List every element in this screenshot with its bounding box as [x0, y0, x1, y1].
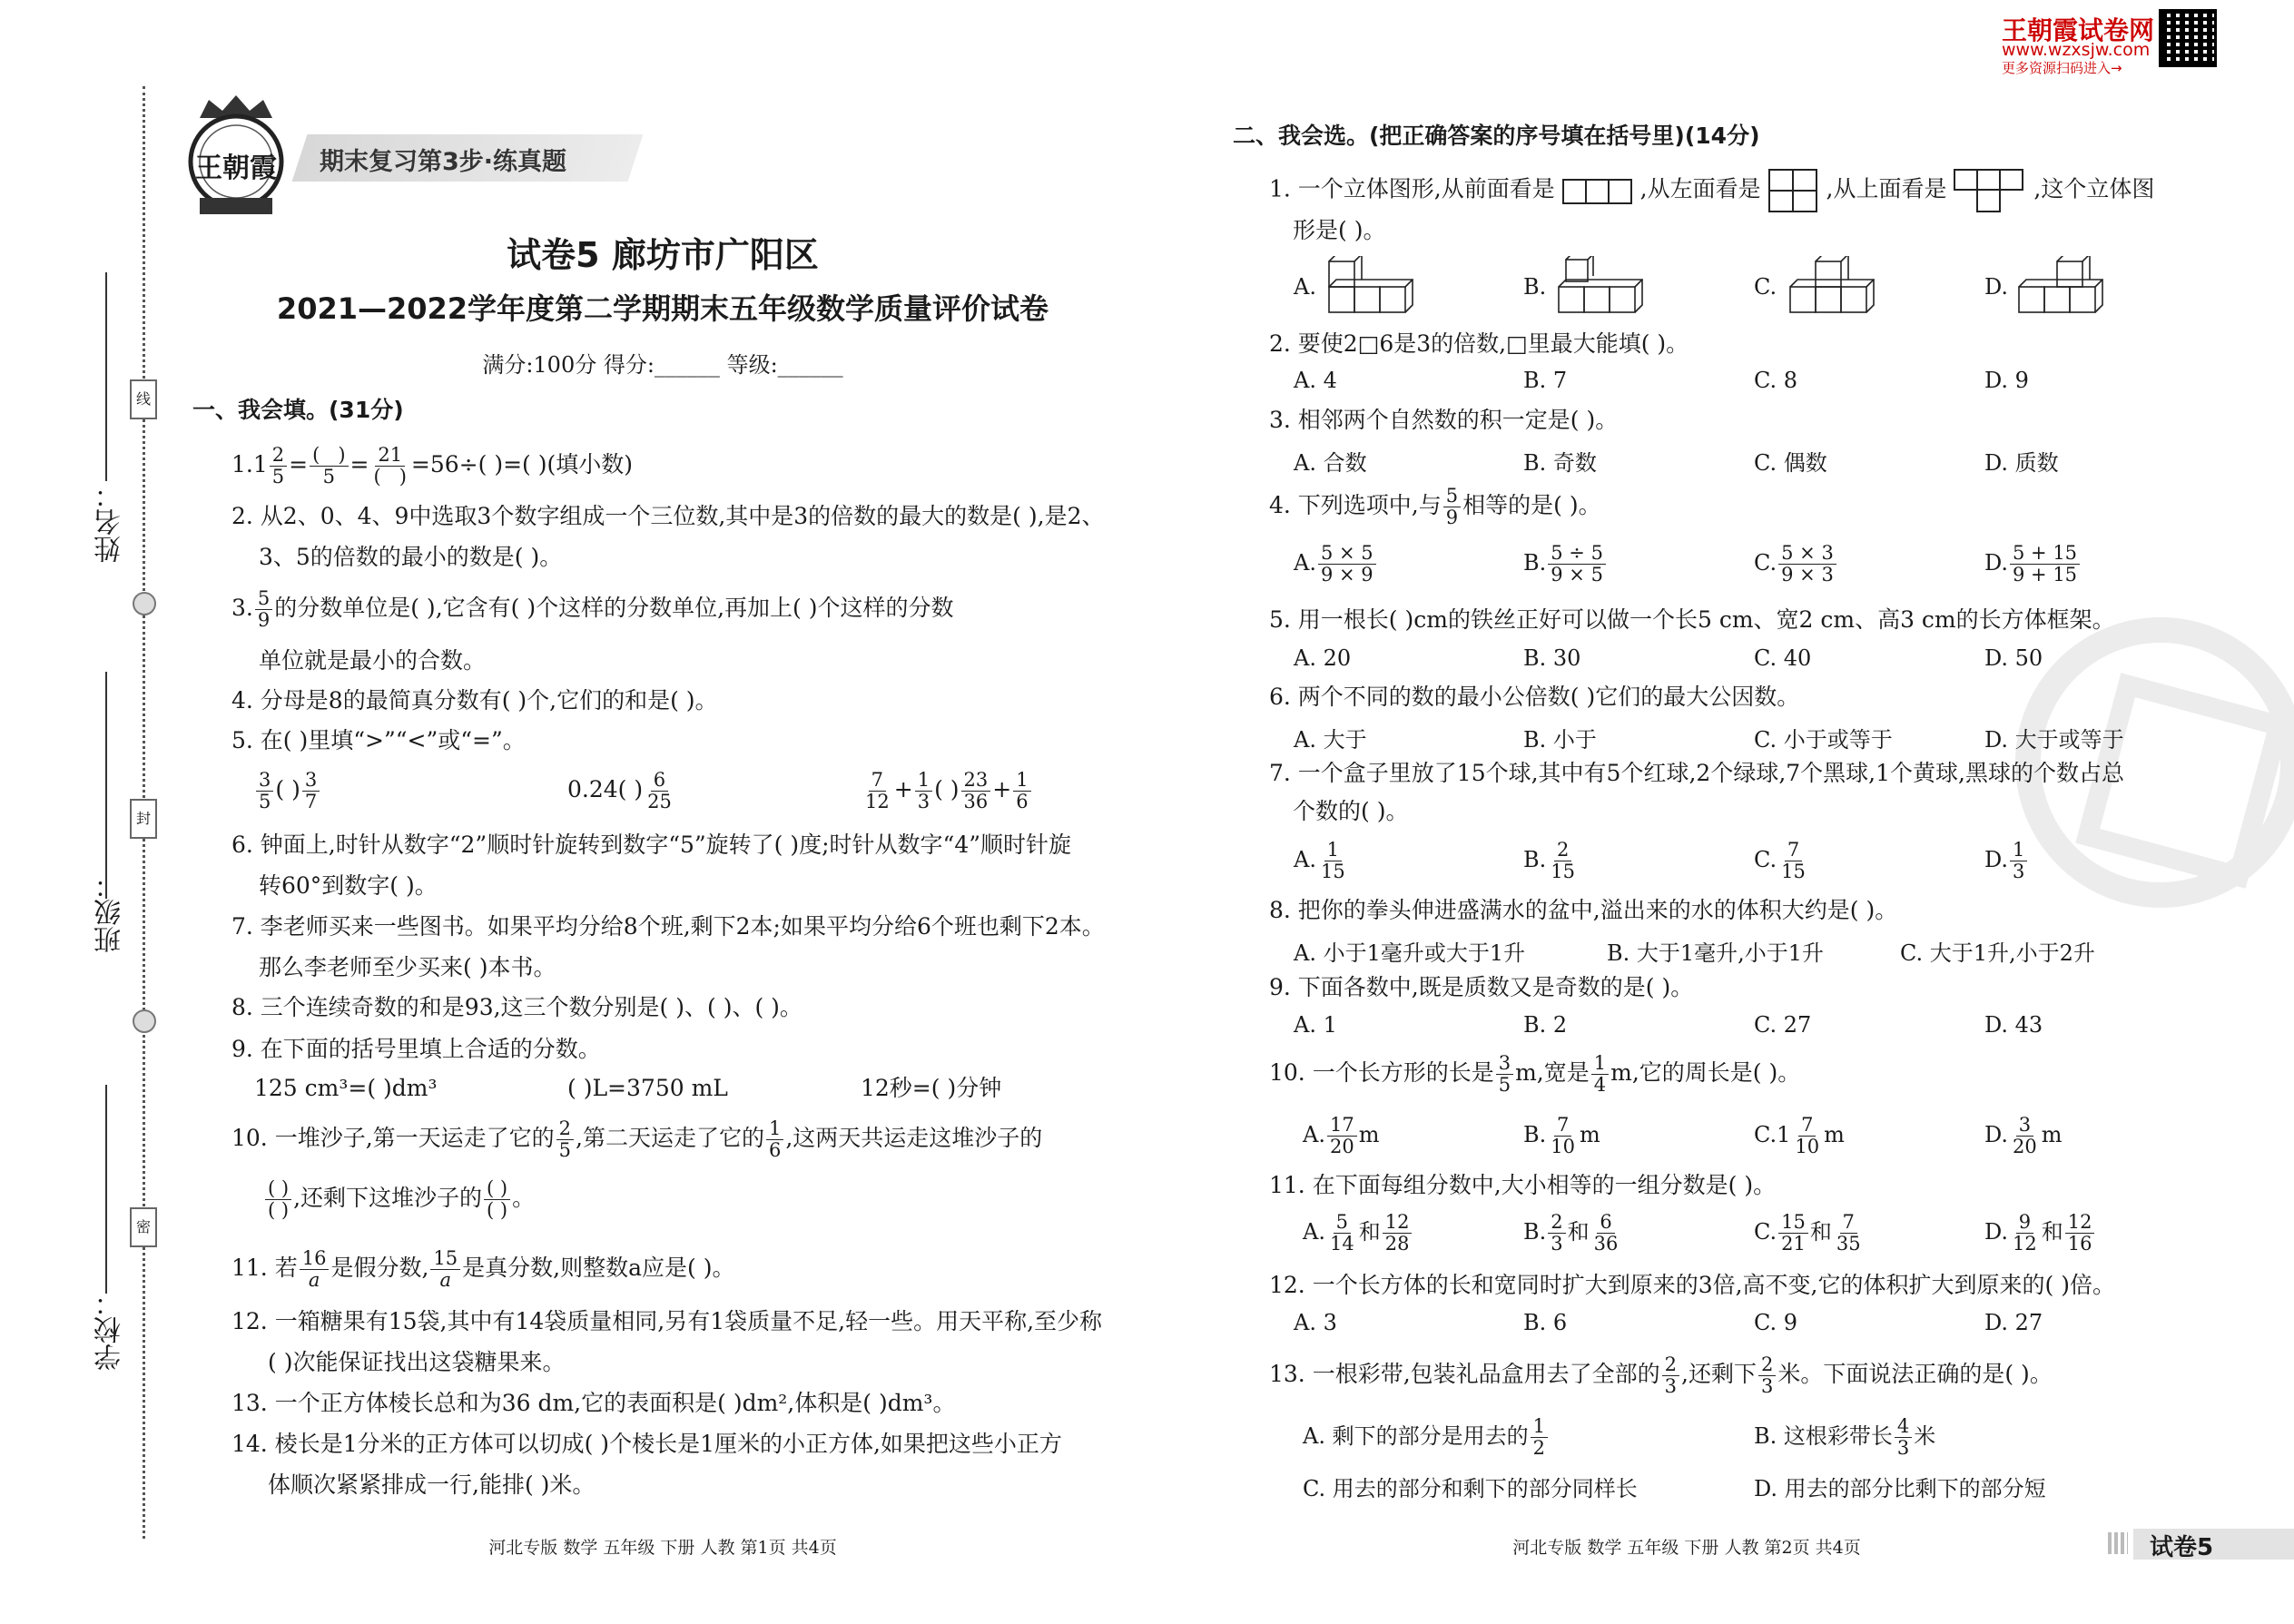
s2-q12: 12. 一个长方体的长和宽同时扩大到原来的3倍,高不变,它的体积扩大到原来的( )倍。 — [1269, 1272, 2115, 1298]
s2-q7-line2: 个数的( )。 — [1293, 798, 1409, 824]
s2-q5-opt-d: D. 50 — [1984, 645, 2043, 671]
s2-q12-opt-d: D. 27 — [1984, 1310, 2043, 1335]
exam-subtitle: 2021—2022学年度第二学期期末五年级数学质量评价试卷 — [276, 291, 1049, 326]
footer-tag: 试卷5 — [2150, 1534, 2214, 1561]
s2-q9-opt-c: C. 27 — [1754, 1012, 1812, 1038]
top-view-icon — [1954, 168, 2026, 213]
s1-q9-item1: 125 cm³=( )dm³ — [254, 1075, 438, 1101]
s2-q6-opt-c: C. 小于或等于 — [1754, 727, 1893, 753]
brand-logo — [182, 91, 290, 218]
s2-q4-opt-a: A. $\frac{5 \times 5}{9 \times 9}$ — [1294, 543, 1378, 586]
s2-q12-opt-a: A. 3 — [1294, 1310, 1337, 1335]
s2-q11-opt-c: C. $\frac{15}{21}$ 和 $\frac{7}{35}$ — [1754, 1211, 1861, 1255]
s2-q2-opt-b: B. 7 — [1523, 368, 1568, 393]
s2-q7-opt-a: A. $\frac{1}{15}$ — [1294, 839, 1345, 883]
s2-q5-opt-c: C. 40 — [1754, 645, 1812, 671]
s1-q11: 11. 若 $\frac{16}{a}$ 是假分数, $\frac{15}{a}$ 是真分数,则整数a应是( )。 — [231, 1247, 735, 1292]
s1-q5: 5. 在( )里填“>”“<”或“=”。 — [231, 727, 526, 753]
site-hint: 更多资源扫码进入→ — [2002, 60, 2122, 76]
s2-q2-opt-d: D. 9 — [1984, 368, 2029, 393]
class-underline — [105, 672, 107, 899]
s2-q3-opt-d: D. 质数 — [1984, 450, 2059, 476]
s2-q9: 9. 下面各数中,既是质数又是奇数的是( )。 — [1269, 974, 1694, 1000]
s2-q2-opt-a: A. 4 — [1294, 368, 1337, 393]
s2-q4-opt-d: D. $\frac{5 + 15}{9 + 15}$ — [1984, 543, 2082, 586]
s1-q3-line2: 单位就是最小的合数。 — [259, 647, 487, 674]
name-label: 姓名： — [94, 481, 126, 563]
s1-q9-item2: ( )L=3750 mL — [567, 1075, 728, 1101]
s2-q7-opt-c: C. $\frac{7}{15}$ — [1754, 839, 1806, 883]
logo-text: 王朝霞 — [195, 153, 277, 184]
s1-q5-item2: 0.24( ) $\frac{6}{25}$ — [567, 769, 672, 813]
s1-q8: 8. 三个连续奇数的和是93,这三个数分别是( )、( )、( )。 — [231, 994, 802, 1020]
s1-q6-line1: 6. 钟面上,时针从数字“2”顺时针旋转到数字“5”旋转了( )度;时针从数字“4”顺时针旋 — [231, 832, 1072, 858]
s2-q4-opt-c: C. $\frac{5 \times 3}{9 \times 3}$ — [1754, 543, 1838, 586]
s2-q8-opt-c: C. 大于1升,小于2升 — [1900, 940, 2095, 966]
section2-title: 二、我会选。(把正确答案的序号填在括号里)(14分) — [1233, 123, 1760, 149]
s2-q7-opt-d: D. $\frac{1}{3}$ — [1984, 840, 2029, 882]
s1-q6-line2: 转60°到数字( )。 — [259, 872, 438, 899]
footer-pattern-icon — [2108, 1532, 2128, 1554]
s1-q13: 13. 一个正方体棱长总和为36 dm,它的表面积是( )dm²,体积是( )dm³。 — [231, 1390, 956, 1416]
binding-mark-xian: 线 — [130, 379, 157, 419]
s1-q3: 3. $\frac{5}{9}$ 的分数单位是( ),它含有( )个这样的分数单位,再加上( )个这样的分数 — [231, 587, 954, 632]
binding-mark-mi: 密 — [130, 1207, 157, 1247]
s1-q7-line2: 那么李老师至少买来( )本书。 — [259, 954, 556, 980]
s1-q4: 4. 分母是8的最简真分数有( )个,它们的和是( )。 — [231, 687, 718, 714]
school-underline — [105, 1085, 107, 1294]
exam-title: 试卷5 廊坊市广阳区 — [507, 235, 819, 275]
s2-q8: 8. 把你的拳头伸进盛满水的盆中,溢出来的水的体积大约是( )。 — [1269, 897, 1898, 923]
s2-q13-opt-b: B. 这根彩带长 $\frac{4}{3}$ 米 — [1754, 1415, 1936, 1460]
s2-q8-opt-a: A. 小于1毫升或大于1升 — [1294, 940, 1526, 966]
site-title: 王朝霞试卷网 — [2002, 15, 2155, 45]
s2-q11-opt-a: A. $\frac{5}{14}$ 和 $\frac{12}{28}$ — [1303, 1212, 1413, 1255]
footer-left: 河北专版 数学 五年级 下册 人教 第1页 共4页 — [488, 1538, 837, 1558]
s2-q12-opt-c: C. 9 — [1754, 1310, 1798, 1335]
s1-q7-line1: 7. 李老师买来一些图书。如果平均分给8个班,剩下2本;如果平均分给6个班也剩下2本。 — [231, 913, 1105, 940]
s2-q6: 6. 两个不同的数的最小公倍数( )它们的最大公因数。 — [1269, 684, 1800, 710]
solid-figure-d-icon — [2017, 256, 2103, 314]
s1-q14-line1: 14. 棱长是1分米的正方体可以切成( )个棱长是1厘米的小正方体,如果把这些小正方 — [231, 1431, 1062, 1457]
s1-q5-item1: $\frac{3}{5}$ ( ) $\frac{3}{7}$ — [254, 770, 321, 812]
s2-q13-opt-a: A. 剩下的部分是用去的 $\frac{1}{2}$ — [1303, 1416, 1550, 1459]
s1-q14-line2: 体顺次紧紧排成一行,能排( )米。 — [268, 1471, 596, 1498]
s2-q9-opt-b: B. 2 — [1523, 1012, 1568, 1038]
s2-q4: 4. 下列选项中,与 $\frac{5}{9}$ 相等的是( )。 — [1269, 485, 1601, 529]
s2-q7-line1: 7. 一个盒子里放了15个球,其中有5个红球,2个绿球,7个黑球,1个黄球,黑球的个数占总 — [1269, 760, 2124, 786]
school-label: 学校： — [94, 1289, 126, 1371]
class-label: 班级： — [94, 871, 126, 953]
binding-mark-feng: 封 — [130, 799, 157, 839]
s2-q1-line2: 形是( )。 — [1293, 217, 1386, 243]
s2-q6-opt-d: D. 大于或等于 — [1984, 727, 2124, 753]
solid-figure-c-icon — [1788, 256, 1875, 314]
step-banner: 期末复习第3步·练真题 — [320, 148, 567, 176]
s2-q10: 10. 一个长方形的长是 $\frac{3}{5}$ m,宽是 $\frac{1}{4}$ m,它的周长是( )。 — [1269, 1052, 1801, 1097]
solid-figure-a-icon — [1327, 256, 1413, 314]
s2-q3-opt-b: B. 奇数 — [1523, 450, 1597, 476]
s1-q10-line2: $\frac{( )}{( )}$ ,还剩下这堆沙子的 $\frac{( )}{( )}$ 。 — [263, 1178, 535, 1221]
binding-seal-icon — [133, 592, 156, 615]
s2-q13-opt-d: D. 用去的部分比剩下的部分短 — [1754, 1476, 2046, 1501]
s2-q10-opt-b: B. $\frac{7}{10}$ m — [1523, 1114, 1600, 1158]
s2-q1-line1: 1. 一个立体图形,从前面看是 ,从左面看是 ,从上面看是 ,这个立体图 — [1269, 168, 2154, 213]
s2-q3: 3. 相邻两个自然数的积一定是( )。 — [1269, 407, 1619, 433]
s2-q6-opt-b: B. 小于 — [1523, 727, 1597, 753]
s2-q1-opt-b: B. — [1523, 274, 1547, 300]
s2-q11-opt-b: B. $\frac{2}{3}$ 和 $\frac{6}{36}$ — [1523, 1211, 1619, 1255]
s1-q12-line1: 12. 一箱糖果有15袋,其中有14袋质量相同,另有1袋质量不足,轻一些。用天平称,至少称 — [231, 1308, 1103, 1334]
s2-q9-opt-a: A. 1 — [1294, 1012, 1337, 1038]
s2-q11-opt-d: D. $\frac{9}{12}$ 和 $\frac{12}{16}$ — [1984, 1212, 2096, 1255]
s1-q2-line1: 2. 从2、0、4、9中选取3个数字组成一个三位数,其中是3的倍数的最大的数是( ),是2、 — [231, 503, 1105, 529]
s2-q10-opt-a: A. $\frac{17}{20}$ m — [1303, 1114, 1380, 1158]
s2-q3-opt-c: C. 偶数 — [1754, 450, 1827, 476]
s1-q9: 9. 在下面的括号里填上合适的分数。 — [231, 1036, 601, 1062]
s1-q10-line1: 10. 一堆沙子,第一天运走了它的 $\frac{2}{5}$ ,第二天运走了它的 $\frac{1}{6}$ ,这两天共运走这堆沙子的 — [231, 1117, 1043, 1162]
s1-q5-item3: $\frac{7}{12}$ + $\frac{1}{3}$ ( ) $\frac{23}{36}$ + $\frac{1}{6}$ — [861, 770, 1033, 812]
s2-q3-opt-a: A. 合数 — [1294, 450, 1367, 476]
s2-q9-opt-d: D. 43 — [1984, 1012, 2043, 1038]
s2-q4-opt-b: B. $\frac{5 \div 5}{9 \times 5}$ — [1523, 543, 1608, 586]
s2-q13: 13. 一根彩带,包装礼品盒用去了全部的 $\frac{2}{3}$ ,还剩下 $\frac{2}{3}$ 米。下面说法正确的是( )。 — [1269, 1353, 2053, 1398]
s1-q9-item3: 12秒=( )分钟 — [861, 1075, 1002, 1101]
s2-q5: 5. 用一根长( )cm的铁丝正好可以做一个长5 cm、宽2 cm、高3 cm的长方体框架。 — [1269, 606, 2115, 633]
s2-q1-opt-a: A. — [1294, 274, 1316, 300]
s2-q7-opt-b: B. $\frac{2}{15}$ — [1523, 839, 1575, 883]
s2-q5-opt-a: A. 20 — [1294, 645, 1352, 671]
s2-q10-opt-d: D. $\frac{3}{20}$ m — [1984, 1114, 2063, 1158]
solid-figure-b-icon — [1557, 256, 1643, 314]
footer-right: 河北专版 数学 五年级 下册 人教 第2页 共4页 — [1512, 1538, 1861, 1558]
s2-q10-opt-c: C.1 $\frac{7}{10}$ m — [1754, 1114, 1845, 1158]
s2-q5-opt-b: B. 30 — [1523, 645, 1581, 671]
s1-q1: 1.1 $\frac{2}{5}$ = $\frac{( )}{5}$ = $\frac{21}{( )}$ =56÷( )=( )(填小数) — [231, 444, 633, 488]
left-view-icon — [1768, 168, 1819, 213]
s2-q8-opt-b: B. 大于1毫升,小于1升 — [1607, 940, 1825, 966]
s1-q2-line2: 3、5的倍数的最小的数是( )。 — [259, 544, 563, 570]
s2-q13-opt-c: C. 用去的部分和剩下的部分同样长 — [1303, 1476, 1638, 1501]
qr-code-icon[interactable] — [2159, 9, 2217, 67]
front-view-icon — [1562, 176, 1633, 205]
binding-seal-icon — [133, 1009, 156, 1033]
s2-q6-opt-a: A. 大于 — [1294, 727, 1367, 753]
s2-q12-opt-b: B. 6 — [1523, 1310, 1568, 1335]
section1-title: 一、我会填。(31分) — [192, 397, 404, 423]
s1-q12-line2: ( )次能保证找出这袋糖果来。 — [268, 1349, 566, 1375]
site-url: www.wzxsjw.com — [2002, 40, 2151, 60]
s2-q1-opt-c: C. — [1754, 274, 1777, 300]
s2-q1-opt-d: D. — [1984, 274, 2009, 300]
s2-q2: 2. 要使2□6是3的倍数,□里最大能填( )。 — [1269, 330, 1689, 357]
s2-q2-opt-c: C. 8 — [1754, 368, 1798, 393]
score-line: 满分:100分 得分:______ 等级:______ — [482, 352, 843, 378]
s2-q11: 11. 在下面每组分数中,大小相等的一组分数是( )。 — [1269, 1172, 1777, 1198]
